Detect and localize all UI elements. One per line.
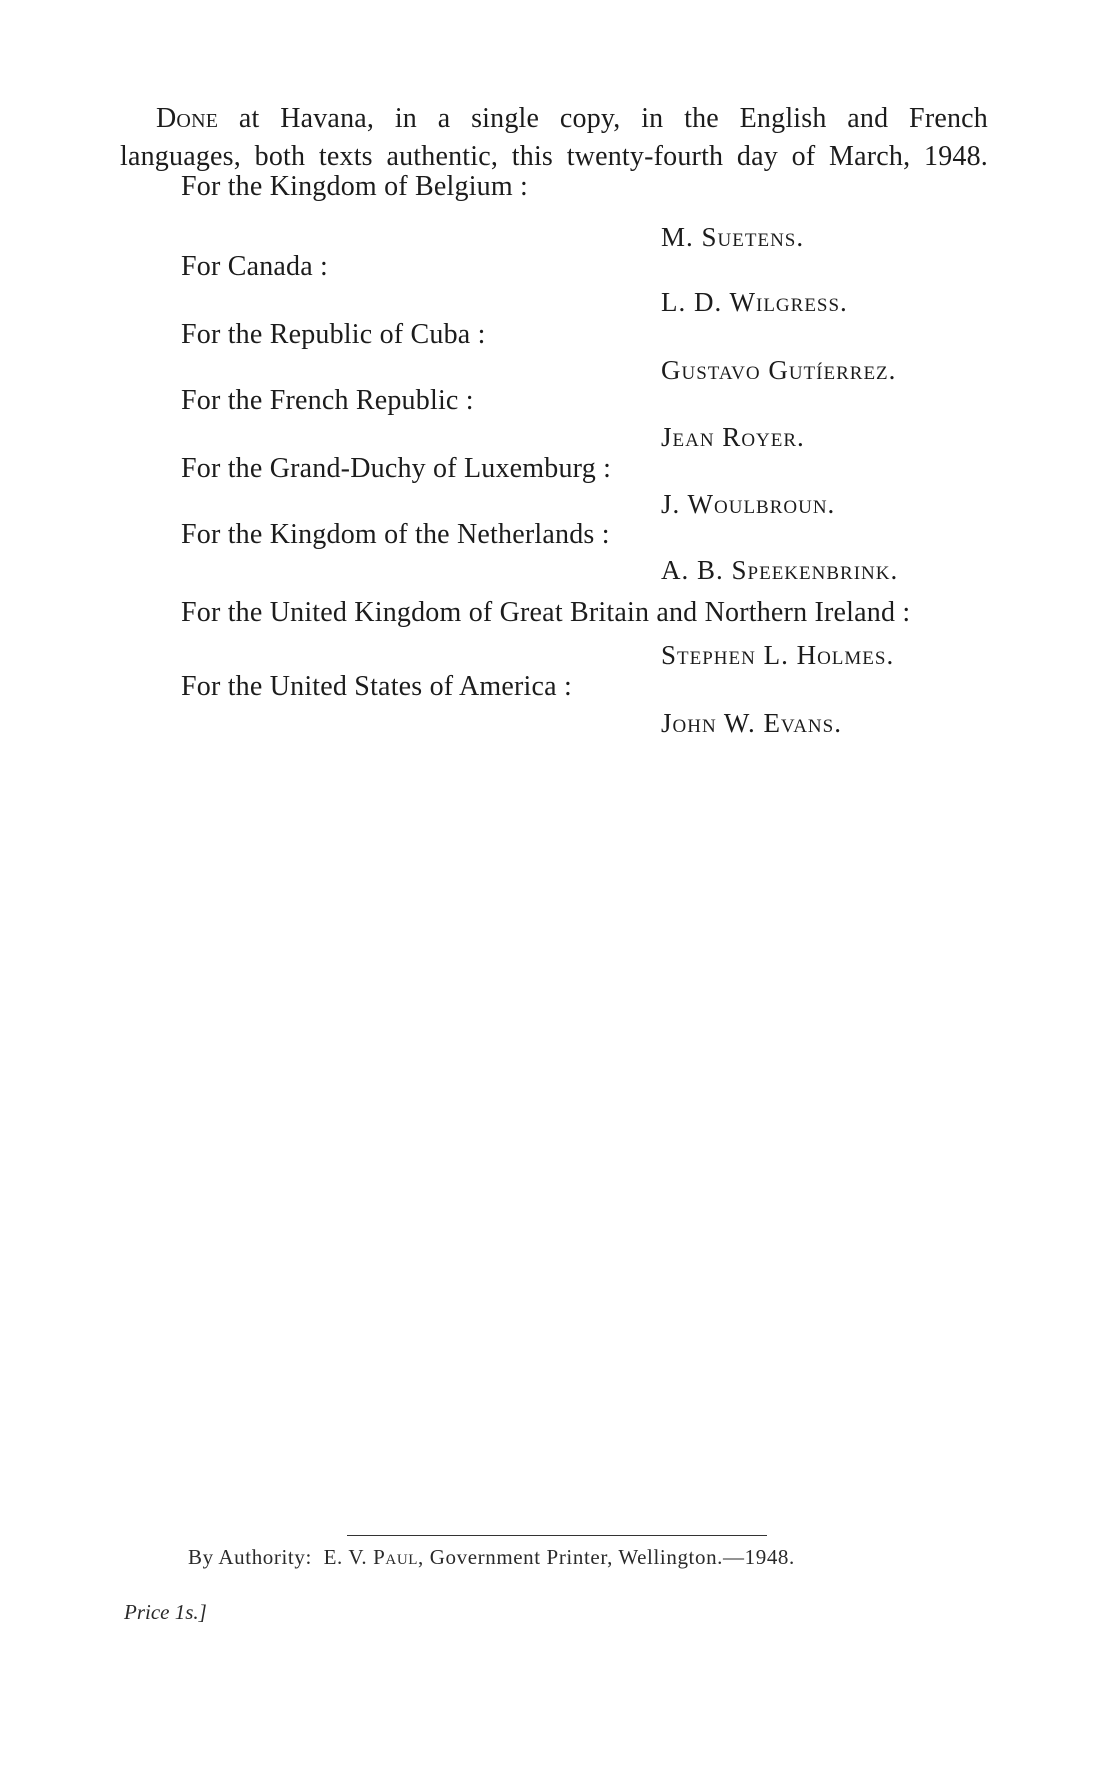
signatory-cuba: Gustavo Gutíerrez. — [661, 355, 897, 385]
signatory-united-states: John W. Evans. — [661, 708, 842, 738]
closing-line-1-text: at Havana, in a single copy, in the English and French — [238, 103, 989, 134]
closing-lead-word: Done — [156, 103, 219, 134]
signature-party-belgium: For the Kingdom of Belgium : — [181, 171, 529, 202]
signatory-belgium: M. Suetens. — [661, 222, 805, 252]
printer-details: Government Printer, Wellington.—1948. — [429, 1545, 795, 1569]
signatory-united-kingdom: Stephen L. Holmes. — [661, 640, 895, 670]
signature-party-netherlands: For the Kingdom of the Netherlands : — [181, 519, 610, 550]
signature-party-united-kingdom: For the United Kingdom of Great Britain and Northern Ireland : — [181, 597, 911, 628]
signatory-canada: L. D. Wilgress. — [661, 287, 848, 317]
signature-party-united-states: For the United States of America : — [181, 671, 572, 702]
price-note: Price 1s.] — [124, 1600, 207, 1624]
closing-paragraph-line-2: languages, both texts authentic, this twenty-fourth day of March, 1948. — [120, 141, 988, 172]
signatory-france: Jean Royer. — [661, 422, 805, 452]
signature-party-france: For the French Republic : — [181, 385, 474, 416]
printer-imprint — [188, 1542, 795, 1572]
signatory-netherlands: A. B. Speekenbrink. — [661, 555, 899, 585]
signature-party-canada: For Canada : — [181, 251, 329, 282]
closing-paragraph-line-1 — [120, 100, 988, 138]
footer-rule — [347, 1535, 767, 1536]
signature-party-luxemburg: For the Grand-Duchy of Luxemburg : — [181, 453, 612, 484]
closing-paragraph — [120, 100, 988, 176]
printer-name: E. V. Paul, — [323, 1545, 424, 1569]
signature-party-cuba: For the Republic of Cuba : — [181, 319, 486, 350]
authority-label: By Authority: — [188, 1545, 312, 1569]
signatory-luxemburg: J. Woulbroun. — [661, 489, 836, 519]
